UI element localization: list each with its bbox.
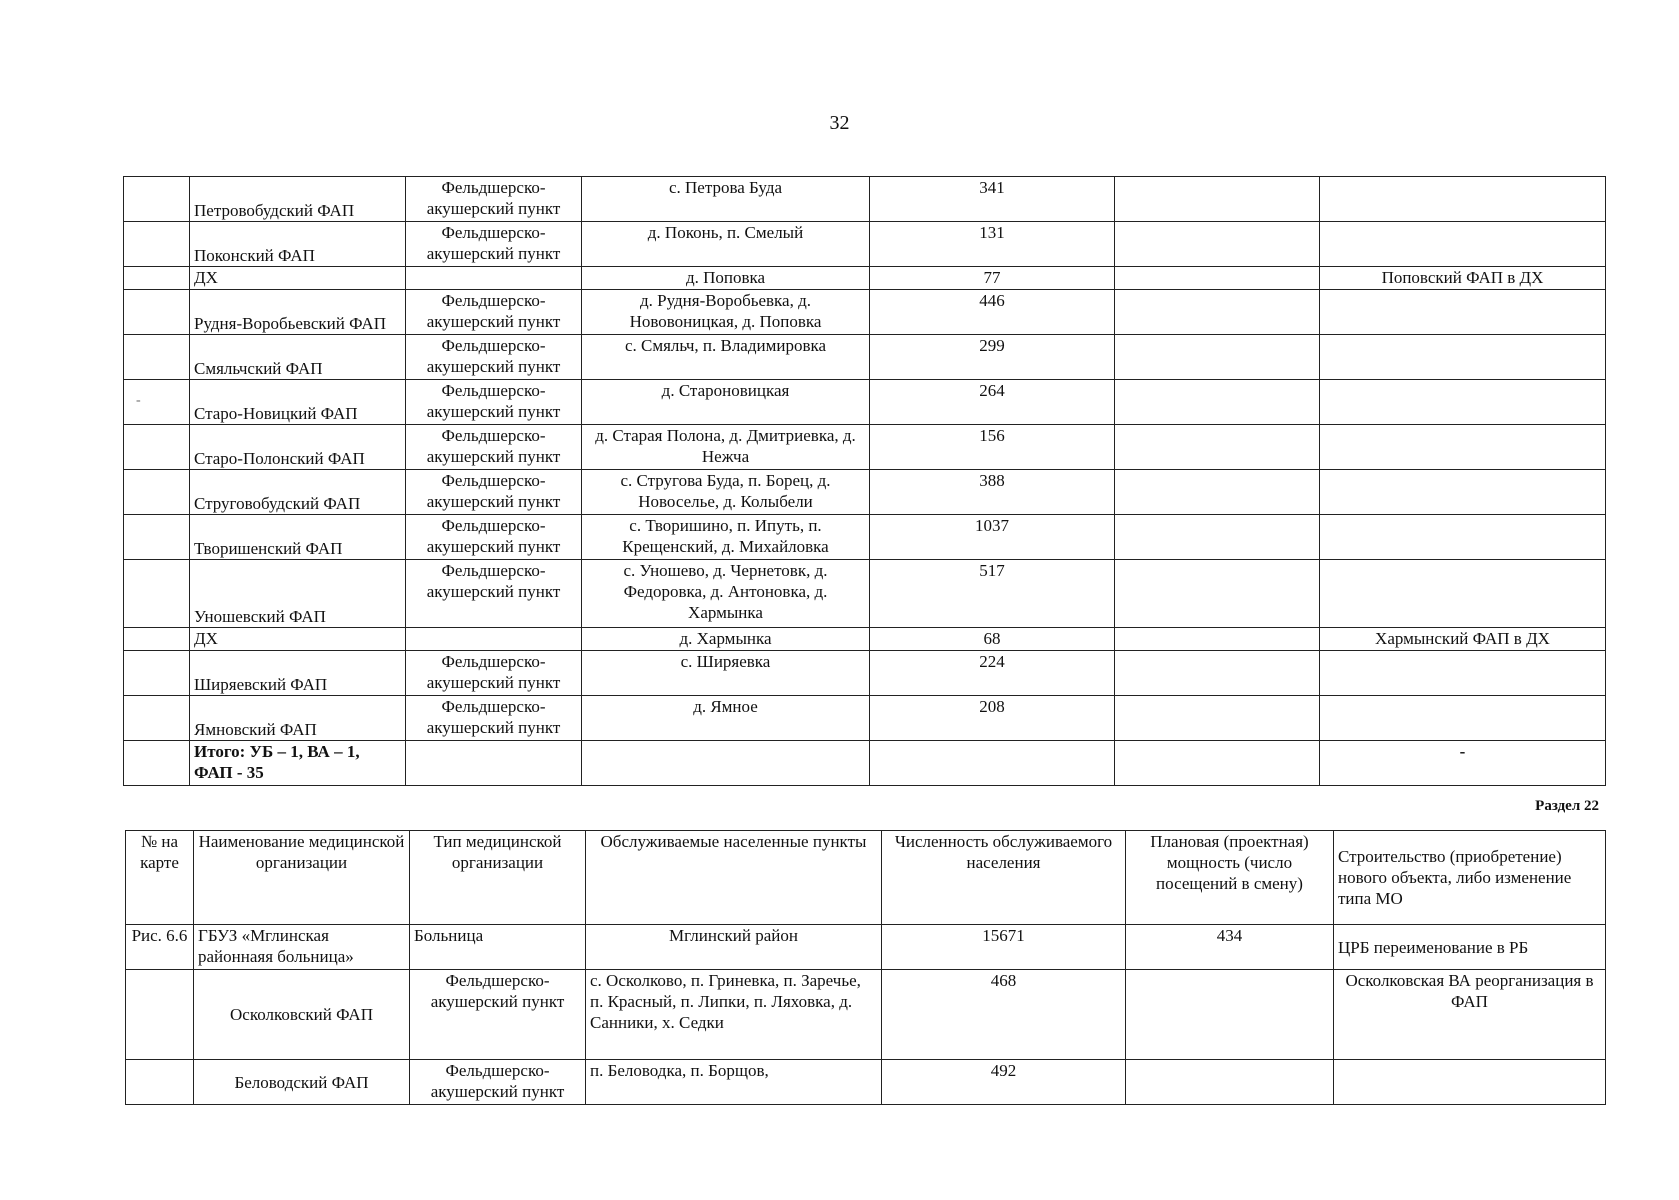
cell-type: Фельдшерско-акушерский пункт	[406, 696, 582, 741]
cell-name: ДХ	[190, 628, 406, 651]
cell-population: 224	[870, 651, 1115, 696]
cell-settlements: с. Осколково, п. Гриневка, п. Заречье, п. Красный, п. Липки, п. Ляховка, д. Санники, х. Седки	[586, 970, 882, 1060]
cell-name: Старо-Новицкий ФАП	[190, 380, 406, 425]
table-row	[124, 515, 1606, 560]
cell-change	[1320, 222, 1606, 267]
cell-capacity	[1115, 560, 1320, 628]
page-number: 32	[829, 112, 850, 134]
cell-settlements: с. Ширяевка	[582, 651, 870, 696]
cell-population: 341	[870, 177, 1115, 222]
cell-capacity	[1115, 290, 1320, 335]
cell-num	[124, 470, 190, 515]
cell-change	[1320, 335, 1606, 380]
cell-empty	[582, 741, 870, 786]
cell-name: ДХ	[190, 267, 406, 290]
cell-num	[124, 380, 190, 425]
table-row	[124, 560, 1606, 628]
stray-mark: -	[136, 393, 141, 408]
cell-population: 388	[870, 470, 1115, 515]
facilities-table-continued	[123, 176, 1606, 786]
cell-name: Петровобудский ФАП	[190, 177, 406, 222]
cell-settlements: Мглинский район	[586, 925, 882, 970]
header-change: Строительство (приобретение) нового объекта, либо изменение типа МО	[1334, 831, 1606, 925]
cell-capacity	[1126, 970, 1334, 1060]
cell-capacity	[1115, 696, 1320, 741]
cell-population: 131	[870, 222, 1115, 267]
cell-population: 77	[870, 267, 1115, 290]
cell-empty	[870, 741, 1115, 786]
cell-type: Фельдшерско-акушерский пункт	[406, 515, 582, 560]
cell-name: Поконский ФАП	[190, 222, 406, 267]
cell-population: 517	[870, 560, 1115, 628]
table-header-row	[126, 831, 1606, 925]
total-row	[124, 741, 1606, 786]
table-row	[124, 177, 1606, 222]
cell-change: Хармынский ФАП в ДХ	[1320, 628, 1606, 651]
cell-change: Осколковская ВА реорганизация в ФАП	[1334, 970, 1606, 1060]
cell-num	[124, 696, 190, 741]
table-row	[124, 267, 1606, 290]
cell-capacity	[1115, 515, 1320, 560]
cell-num	[124, 628, 190, 651]
cell-name: Струговобудский ФАП	[190, 470, 406, 515]
cell-change	[1320, 177, 1606, 222]
cell-name: Ямновский ФАП	[190, 696, 406, 741]
cell-num	[126, 970, 194, 1060]
cell-population: 15671	[882, 925, 1126, 970]
cell-population: 264	[870, 380, 1115, 425]
header-name: Наименование медицинской организации	[194, 831, 410, 925]
cell-capacity	[1115, 267, 1320, 290]
cell-change	[1320, 560, 1606, 628]
cell-settlements: п. Беловодка, п. Борщов,	[586, 1060, 882, 1105]
total-label: Итого: УБ – 1, ВА – 1, ФАП - 35	[190, 741, 406, 786]
table-row	[124, 290, 1606, 335]
cell-settlements: с. Творишино, п. Ипуть, п. Крещенский, д. Михайловка	[582, 515, 870, 560]
cell-empty	[124, 741, 190, 786]
cell-population: 1037	[870, 515, 1115, 560]
header-num: № на карте	[126, 831, 194, 925]
cell-population: 68	[870, 628, 1115, 651]
facilities-table-section-22	[125, 830, 1606, 1105]
cell-name: Рудня-Воробьевский ФАП	[190, 290, 406, 335]
cell-type: Фельдшерско-акушерский пункт	[410, 970, 586, 1060]
header-capacity: Плановая (проектная) мощность (число посещений в смену)	[1126, 831, 1334, 925]
cell-capacity	[1115, 222, 1320, 267]
cell-capacity	[1115, 470, 1320, 515]
cell-type: Фельдшерско-акушерский пункт	[406, 335, 582, 380]
cell-population: 468	[882, 970, 1126, 1060]
cell-capacity	[1115, 651, 1320, 696]
cell-name: Осколковский ФАП	[194, 970, 410, 1060]
cell-population: 492	[882, 1060, 1126, 1105]
table-row	[124, 651, 1606, 696]
cell-num	[124, 222, 190, 267]
cell-settlements: д. Поповка	[582, 267, 870, 290]
cell-change	[1320, 515, 1606, 560]
table-row	[126, 970, 1606, 1060]
cell-settlements: с. Уношево, д. Чернетовк, д. Федоровка, д. Антоновка, д. Хармынка	[582, 560, 870, 628]
cell-settlements: д. Рудня-Воробьевка, д. Нововоницкая, д. Поповка	[582, 290, 870, 335]
cell-name: Уношевский ФАП	[190, 560, 406, 628]
cell-num	[126, 1060, 194, 1105]
table-row	[124, 470, 1606, 515]
cell-change	[1320, 696, 1606, 741]
cell-type	[406, 267, 582, 290]
cell-type: Больница	[410, 925, 586, 970]
cell-type	[406, 628, 582, 651]
cell-num	[124, 177, 190, 222]
cell-name: Старо-Полонский ФАП	[190, 425, 406, 470]
cell-num	[124, 267, 190, 290]
cell-population: 208	[870, 696, 1115, 741]
cell-population: 156	[870, 425, 1115, 470]
cell-num	[124, 290, 190, 335]
table-row	[124, 380, 1606, 425]
table-row	[124, 222, 1606, 267]
cell-settlements: с. Смяльч, п. Владимировка	[582, 335, 870, 380]
cell-capacity	[1115, 177, 1320, 222]
cell-name: Творишенский ФАП	[190, 515, 406, 560]
table-row	[126, 1060, 1606, 1105]
cell-type: Фельдшерско-акушерский пункт	[406, 560, 582, 628]
cell-num	[124, 335, 190, 380]
cell-type: Фельдшерско-акушерский пункт	[406, 380, 582, 425]
cell-capacity	[1115, 425, 1320, 470]
cell-type: Фельдшерско-акушерский пункт	[406, 290, 582, 335]
cell-change	[1320, 380, 1606, 425]
cell-empty	[406, 741, 582, 786]
cell-change: Поповский ФАП в ДХ	[1320, 267, 1606, 290]
cell-change	[1320, 470, 1606, 515]
table-row	[124, 628, 1606, 651]
cell-type: Фельдшерско-акушерский пункт	[406, 651, 582, 696]
cell-capacity: 434	[1126, 925, 1334, 970]
table-row	[124, 425, 1606, 470]
cell-settlements: с. Стругова Буда, п. Борец, д. Новоселье, д. Колыбели	[582, 470, 870, 515]
total-change: -	[1320, 741, 1606, 786]
cell-name: Беловодский ФАП	[194, 1060, 410, 1105]
cell-num	[124, 425, 190, 470]
header-population: Численность обслуживаемого населения	[882, 831, 1126, 925]
cell-capacity	[1115, 380, 1320, 425]
header-settlements: Обслуживаемые населенные пункты	[586, 831, 882, 925]
cell-settlements: д. Поконь, п. Смелый	[582, 222, 870, 267]
table-row	[126, 925, 1606, 970]
table-row	[124, 335, 1606, 380]
cell-change	[1334, 1060, 1606, 1105]
cell-num	[124, 560, 190, 628]
cell-num	[124, 515, 190, 560]
cell-empty	[1115, 741, 1320, 786]
cell-capacity	[1126, 1060, 1334, 1105]
cell-num	[124, 651, 190, 696]
cell-name: Ширяевский ФАП	[190, 651, 406, 696]
cell-change	[1320, 651, 1606, 696]
cell-settlements: д. Старая Полона, д. Дмитриевка, д. Нежча	[582, 425, 870, 470]
cell-num: Рис. 6.6	[126, 925, 194, 970]
header-type: Тип медицинской организации	[410, 831, 586, 925]
cell-type: Фельдшерско-акушерский пункт	[406, 177, 582, 222]
cell-change	[1320, 425, 1606, 470]
cell-capacity	[1115, 335, 1320, 380]
cell-change: ЦРБ переименование в РБ	[1334, 925, 1606, 970]
section-label: Раздел 22	[1535, 798, 1599, 814]
cell-settlements: д. Ямное	[582, 696, 870, 741]
table-row	[124, 696, 1606, 741]
cell-settlements: д. Староновицкая	[582, 380, 870, 425]
cell-type: Фельдшерско-акушерский пункт	[406, 222, 582, 267]
cell-population: 446	[870, 290, 1115, 335]
cell-settlements: д. Хармынка	[582, 628, 870, 651]
cell-capacity	[1115, 628, 1320, 651]
cell-type: Фельдшерско-акушерский пункт	[406, 470, 582, 515]
cell-change	[1320, 290, 1606, 335]
cell-population: 299	[870, 335, 1115, 380]
cell-name: ГБУЗ «Мглинская районнаяя больница»	[194, 925, 410, 970]
cell-type: Фельдшерско-акушерский пункт	[410, 1060, 586, 1105]
cell-name: Смяльчский ФАП	[190, 335, 406, 380]
cell-type: Фельдшерско-акушерский пункт	[406, 425, 582, 470]
cell-settlements: с. Петрова Буда	[582, 177, 870, 222]
